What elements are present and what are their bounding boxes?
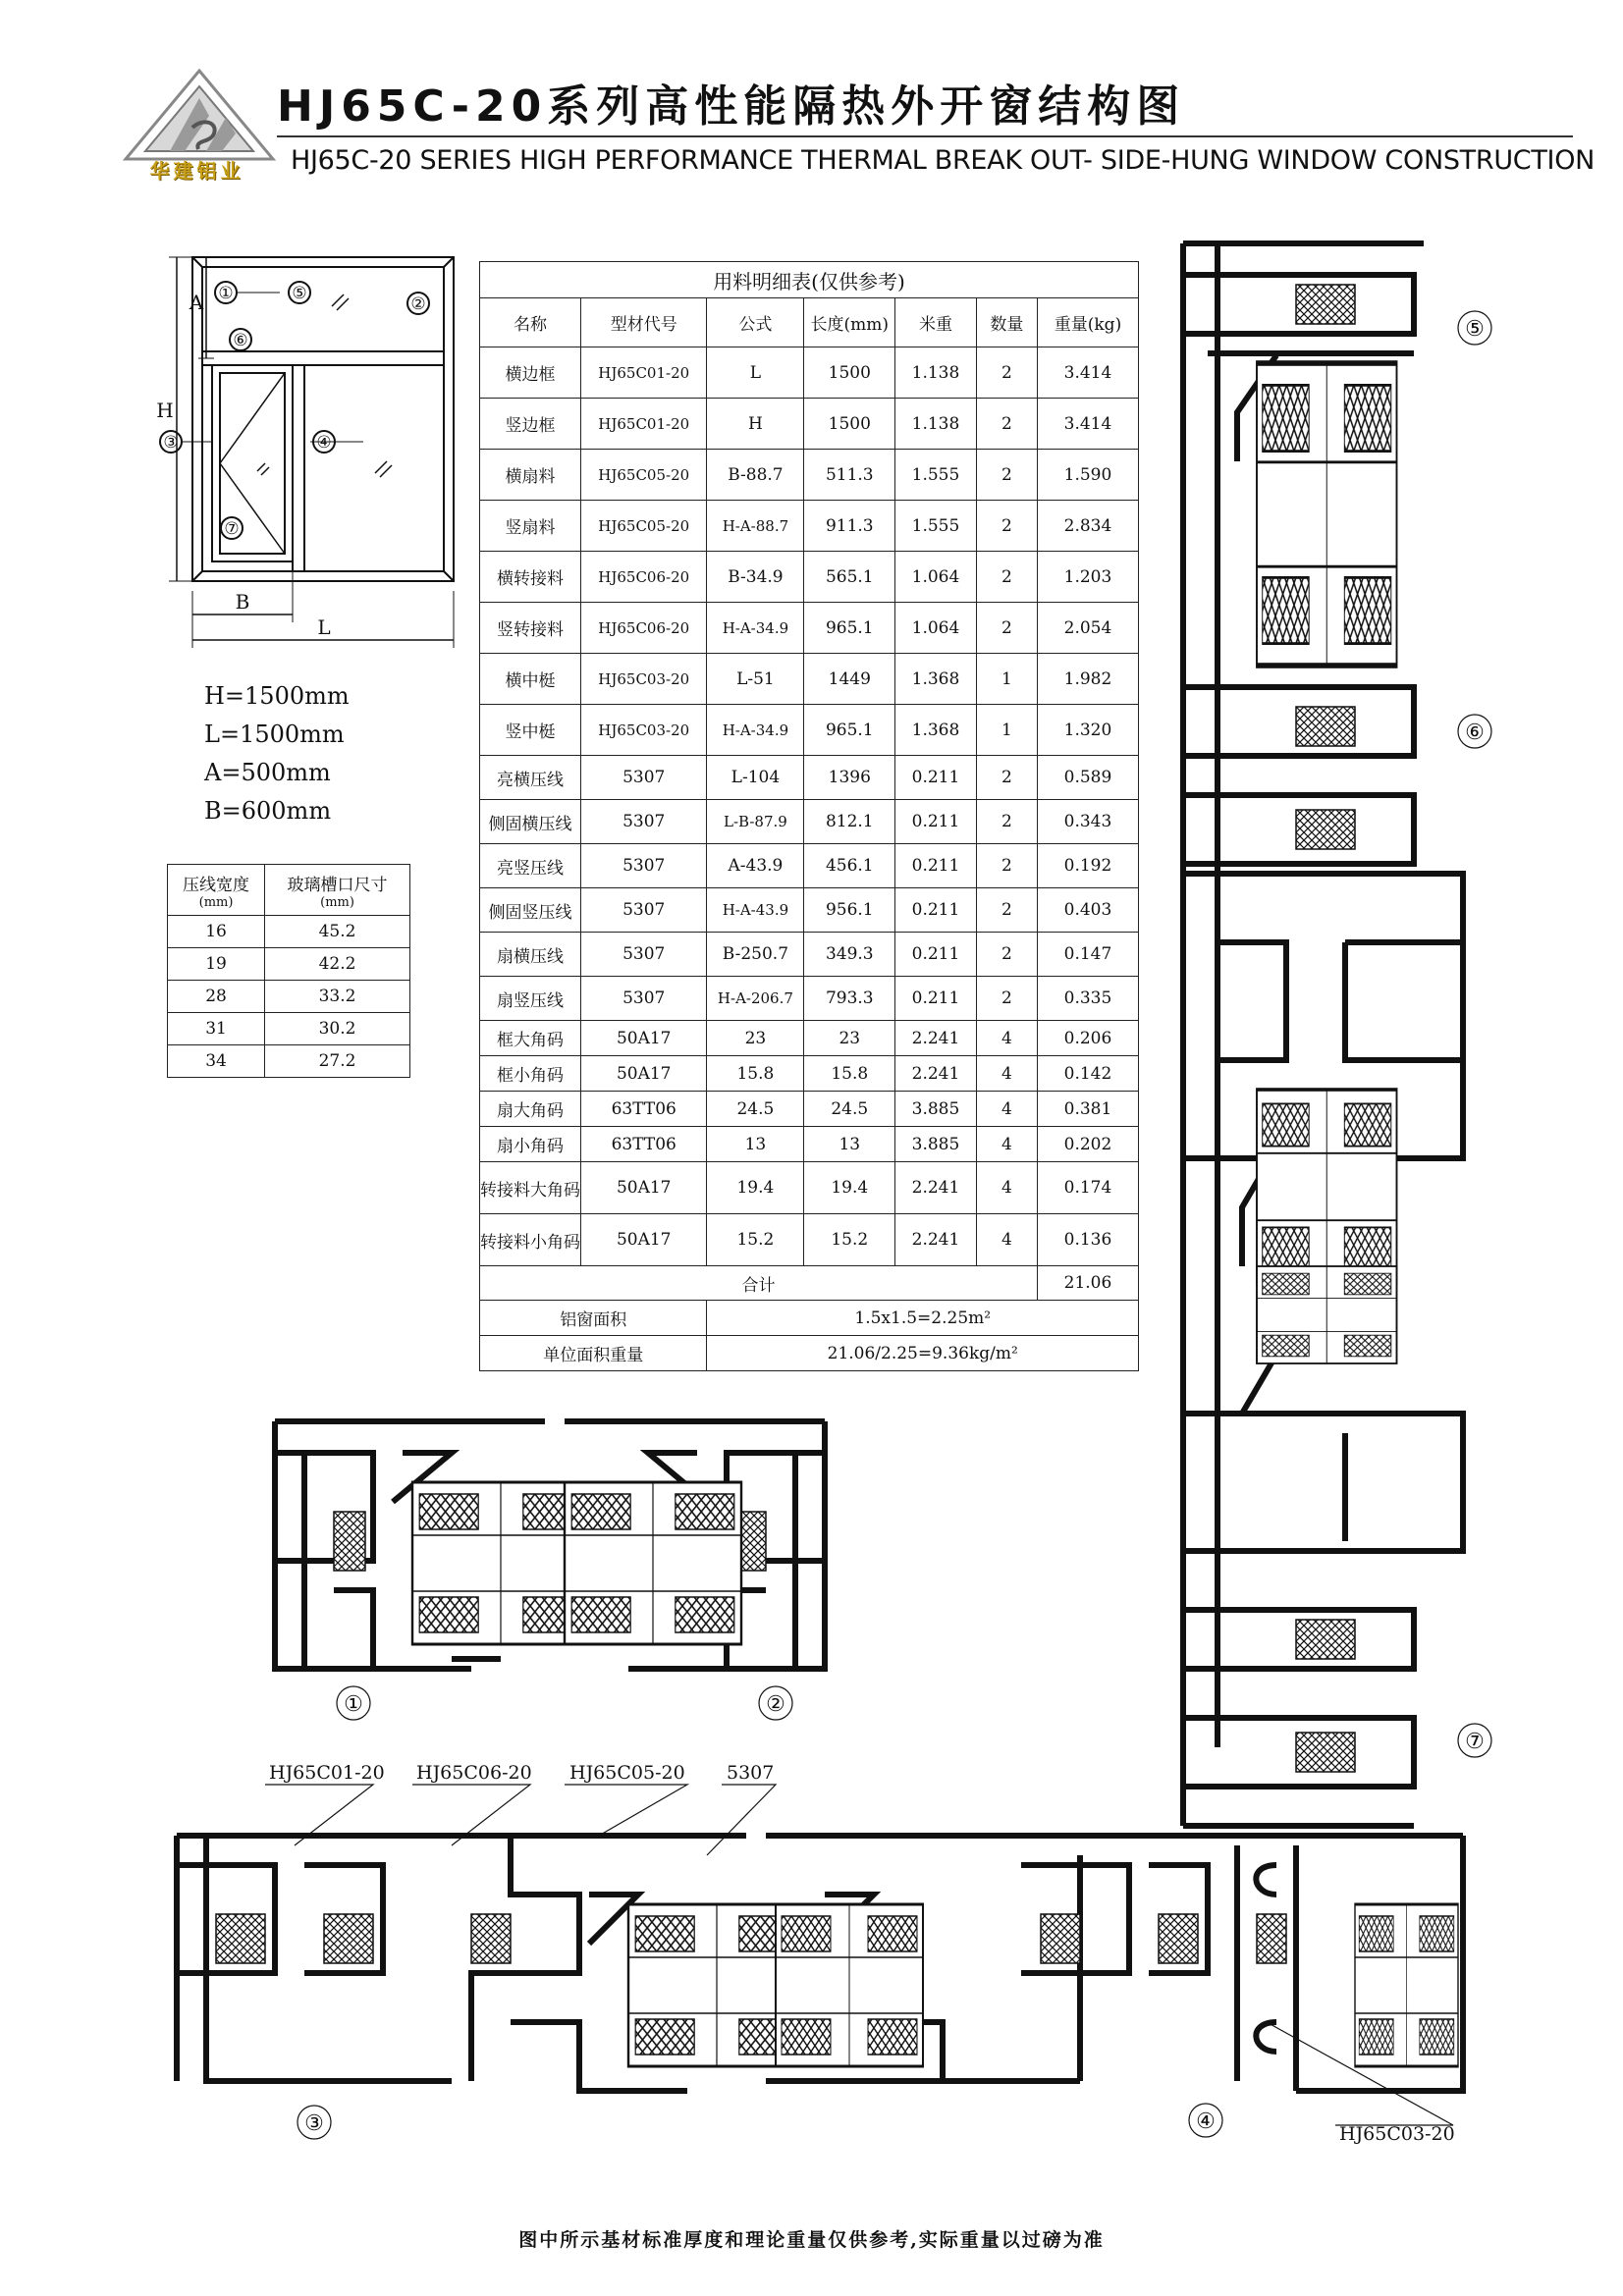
column-header: 名称	[480, 298, 581, 347]
table-cell: 30.2	[265, 1013, 410, 1045]
table-row	[480, 756, 1139, 800]
section-marker-6: ⑥	[1465, 721, 1485, 745]
table-cell: 24.5	[804, 1092, 895, 1127]
table-cell: 2	[976, 800, 1037, 844]
marker-5: ⑤	[292, 284, 307, 303]
table-cell: 0.202	[1037, 1127, 1138, 1162]
table-cell: 911.3	[804, 501, 895, 552]
table-cell: 456.1	[804, 844, 895, 888]
table-row	[480, 654, 1139, 705]
table-cell: L-B-87.9	[707, 800, 804, 844]
total-label: 合计	[480, 1266, 1038, 1301]
table-cell: HJ65C01-20	[580, 347, 706, 399]
table-cell: 2.834	[1037, 501, 1138, 552]
column-header: 米重	[895, 298, 977, 347]
table-cell: 2	[976, 888, 1037, 933]
table-cell: 框小角码	[480, 1056, 581, 1092]
section-marker-2: ②	[766, 1692, 785, 1717]
table-cell: H-A-206.7	[707, 977, 804, 1021]
glass-table-header: 压线宽度 (mm)	[168, 865, 265, 916]
table-cell: 5307	[580, 977, 706, 1021]
column-header: 型材代号	[580, 298, 706, 347]
table-cell: 1500	[804, 399, 895, 450]
table-row	[480, 800, 1139, 844]
table-cell: 23	[707, 1021, 804, 1056]
dim-label-h: H	[156, 399, 174, 422]
table-cell: 2.241	[895, 1214, 977, 1266]
table-cell: 1.368	[895, 705, 977, 756]
table-cell: 1396	[804, 756, 895, 800]
table-cell: 2.054	[1037, 603, 1138, 654]
table-row	[480, 450, 1139, 501]
table-cell: A-43.9	[707, 844, 804, 888]
table-row	[480, 844, 1139, 888]
table-cell: 2	[976, 756, 1037, 800]
table-cell: 侧固竖压线	[480, 888, 581, 933]
column-header: 数量	[976, 298, 1037, 347]
table-cell: 5307	[580, 800, 706, 844]
table-cell: 4	[976, 1021, 1037, 1056]
table-cell: 23	[804, 1021, 895, 1056]
page-title: HJ65C-20系列高性能隔热外开窗结构图	[277, 81, 1186, 132]
table-row	[480, 1092, 1139, 1127]
table-cell: 2	[976, 933, 1037, 977]
table-row	[480, 399, 1139, 450]
table-cell: 812.1	[804, 800, 895, 844]
table-cell: 2	[976, 977, 1037, 1021]
table-cell: 1.064	[895, 552, 977, 603]
table-cell: 33.2	[265, 981, 410, 1013]
area-value: 1.5x1.5=2.25m²	[707, 1301, 1139, 1336]
table-cell: B-88.7	[707, 450, 804, 501]
table-cell: 0.211	[895, 844, 977, 888]
table-cell: 1.555	[895, 501, 977, 552]
material-table-title: 用料明细表(仅供参考)	[480, 262, 1139, 298]
table-cell: 0.147	[1037, 933, 1138, 977]
window-elevation-diagram	[108, 245, 481, 658]
table-row	[480, 1127, 1139, 1162]
table-cell: L	[707, 347, 804, 399]
table-cell: 4	[976, 1092, 1037, 1127]
table-cell: 4	[976, 1127, 1037, 1162]
table-cell: 0.403	[1037, 888, 1138, 933]
callout-5307: 5307	[727, 1762, 775, 1784]
dim-b: B=600mm	[204, 797, 332, 825]
table-cell: 349.3	[804, 933, 895, 977]
table-cell: 0.174	[1037, 1162, 1138, 1214]
table-row	[480, 888, 1139, 933]
callout-hj65c03: HJ65C03-20	[1339, 2123, 1455, 2145]
table-cell: 793.3	[804, 977, 895, 1021]
callout-hj65c06: HJ65C06-20	[416, 1762, 532, 1784]
table-cell: 1.368	[895, 654, 977, 705]
table-cell: 1500	[804, 347, 895, 399]
table-cell: B-34.9	[707, 552, 804, 603]
table-cell: 34	[168, 1045, 265, 1078]
section-marker-7: ⑦	[1465, 1730, 1485, 1754]
table-cell: 0.192	[1037, 844, 1138, 888]
table-cell: 2	[976, 603, 1037, 654]
table-cell: 0.211	[895, 888, 977, 933]
table-cell: 2	[976, 552, 1037, 603]
table-cell: 24.5	[707, 1092, 804, 1127]
table-cell: 63TT06	[580, 1127, 706, 1162]
table-cell: 16	[168, 916, 265, 948]
title-divider	[277, 135, 1573, 137]
table-cell: 2	[976, 347, 1037, 399]
table-cell: 3.414	[1037, 399, 1138, 450]
table-cell: 0.136	[1037, 1214, 1138, 1266]
table-cell: 3.885	[895, 1092, 977, 1127]
table-cell: HJ65C05-20	[580, 501, 706, 552]
table-cell: HJ65C01-20	[580, 399, 706, 450]
table-cell: 横扇料	[480, 450, 581, 501]
table-cell: 1.138	[895, 399, 977, 450]
table-cell: 1	[976, 654, 1037, 705]
marker-2: ②	[410, 294, 426, 314]
table-row	[168, 1045, 410, 1078]
table-cell: 31	[168, 1013, 265, 1045]
table-cell: 50A17	[580, 1056, 706, 1092]
table-cell: L-51	[707, 654, 804, 705]
table-cell: HJ65C06-20	[580, 603, 706, 654]
section-marker-1: ①	[344, 1692, 363, 1717]
table-cell: 0.335	[1037, 977, 1138, 1021]
table-cell: 13	[707, 1127, 804, 1162]
table-cell: 转接料小角码	[480, 1214, 581, 1266]
table-cell: 2.241	[895, 1021, 977, 1056]
table-cell: 28	[168, 981, 265, 1013]
marker-7: ⑦	[224, 519, 240, 539]
column-header: 公式	[707, 298, 804, 347]
table-cell: B-250.7	[707, 933, 804, 977]
footnote: 图中所示基材标准厚度和理论重量仅供参考,实际重量以过磅为准	[518, 2229, 1105, 2251]
table-cell: 2	[976, 844, 1037, 888]
table-cell: H-A-88.7	[707, 501, 804, 552]
dimension-list	[204, 677, 350, 830]
column-header: 长度(mm)	[804, 298, 895, 347]
table-cell: 19.4	[804, 1162, 895, 1214]
dim-label-a: A	[189, 291, 204, 314]
table-cell: 竖扇料	[480, 501, 581, 552]
table-cell: 3.414	[1037, 347, 1138, 399]
table-cell: 50A17	[580, 1021, 706, 1056]
table-cell: 15.8	[804, 1056, 895, 1092]
table-cell: 965.1	[804, 603, 895, 654]
table-cell: 扇竖压线	[480, 977, 581, 1021]
unit-weight-value: 21.06/2.25=9.36kg/m²	[707, 1336, 1139, 1371]
table-cell: 0.211	[895, 933, 977, 977]
table-cell: 0.589	[1037, 756, 1138, 800]
table-cell: 45.2	[265, 916, 410, 948]
total-value: 21.06	[1037, 1266, 1138, 1301]
table-row	[168, 981, 410, 1013]
table-row	[480, 705, 1139, 756]
table-row	[480, 1214, 1139, 1266]
section-marker-4: ④	[1196, 2109, 1216, 2134]
table-cell: 亮竖压线	[480, 844, 581, 888]
section-marker-5: ⑤	[1465, 317, 1485, 342]
table-cell: 转接料大角码	[480, 1162, 581, 1214]
table-cell: 横边框	[480, 347, 581, 399]
dim-h: H=1500mm	[204, 682, 350, 710]
table-cell: 竖边框	[480, 399, 581, 450]
area-label: 铝窗面积	[480, 1301, 707, 1336]
dim-l: L=1500mm	[204, 721, 345, 748]
table-cell: 15.2	[804, 1214, 895, 1266]
table-cell: 0.211	[895, 756, 977, 800]
table-cell: 5307	[580, 756, 706, 800]
column-header: 重量(kg)	[1037, 298, 1138, 347]
table-cell: 50A17	[580, 1162, 706, 1214]
table-row	[480, 1056, 1139, 1092]
table-cell: 4	[976, 1214, 1037, 1266]
section-marker-3: ③	[304, 2111, 324, 2136]
marker-3: ③	[163, 433, 179, 453]
marker-4: ④	[316, 433, 332, 453]
table-cell: 3.885	[895, 1127, 977, 1162]
page-subtitle: HJ65C-20 SERIES HIGH PERFORMANCE THERMAL BREAK OUT- SIDE-HUNG WINDOW CONSTRUCTION	[291, 145, 1596, 176]
table-row	[168, 916, 410, 948]
table-cell: 2	[976, 501, 1037, 552]
callout-hj65c05: HJ65C05-20	[569, 1762, 685, 1784]
table-cell: 竖中梃	[480, 705, 581, 756]
unit-weight-label: 单位面积重量	[480, 1336, 707, 1371]
material-list-table	[479, 261, 1139, 1371]
table-cell: 965.1	[804, 705, 895, 756]
table-cell: HJ65C06-20	[580, 552, 706, 603]
table-cell: 565.1	[804, 552, 895, 603]
table-cell: 1.064	[895, 603, 977, 654]
dim-label-l: L	[317, 615, 331, 639]
table-cell: HJ65C05-20	[580, 450, 706, 501]
brand-name: 华建铝业	[149, 159, 244, 183]
table-cell: 2.241	[895, 1056, 977, 1092]
glass-table-header: 玻璃槽口尺寸 (mm)	[265, 865, 410, 916]
table-cell: 5307	[580, 844, 706, 888]
table-cell: 1	[976, 705, 1037, 756]
table-cell: 框大角码	[480, 1021, 581, 1056]
table-cell: 13	[804, 1127, 895, 1162]
table-cell: 19.4	[707, 1162, 804, 1214]
table-cell: 5307	[580, 888, 706, 933]
table-row	[480, 603, 1139, 654]
table-cell: 扇大角码	[480, 1092, 581, 1127]
table-cell: HJ65C03-20	[580, 654, 706, 705]
table-cell: 15.2	[707, 1214, 804, 1266]
table-cell: 15.8	[707, 1056, 804, 1092]
table-cell: 1.138	[895, 347, 977, 399]
table-cell: 横转接料	[480, 552, 581, 603]
table-row	[480, 933, 1139, 977]
table-row	[168, 1013, 410, 1045]
marker-1: ①	[218, 284, 234, 303]
table-cell: H-A-34.9	[707, 603, 804, 654]
table-row	[480, 1162, 1139, 1214]
table-cell: 2.241	[895, 1162, 977, 1214]
table-cell: 511.3	[804, 450, 895, 501]
table-cell: 4	[976, 1162, 1037, 1214]
table-cell: 0.343	[1037, 800, 1138, 844]
dim-label-b: B	[235, 590, 250, 614]
table-cell: 1.590	[1037, 450, 1138, 501]
table-cell: 0.142	[1037, 1056, 1138, 1092]
table-row	[168, 948, 410, 981]
table-cell: 扇横压线	[480, 933, 581, 977]
table-cell: 42.2	[265, 948, 410, 981]
table-cell: 0.211	[895, 800, 977, 844]
table-cell: 1.982	[1037, 654, 1138, 705]
table-cell: 5307	[580, 933, 706, 977]
table-cell: 1449	[804, 654, 895, 705]
glass-slot-table	[167, 864, 410, 1078]
table-cell: 4	[976, 1056, 1037, 1092]
table-cell: 19	[168, 948, 265, 981]
table-cell: 2	[976, 399, 1037, 450]
table-cell: H-A-43.9	[707, 888, 804, 933]
table-row	[480, 347, 1139, 399]
marker-6: ⑥	[233, 331, 248, 350]
table-cell: 27.2	[265, 1045, 410, 1078]
dim-a: A=500mm	[204, 759, 331, 786]
table-cell: 亮横压线	[480, 756, 581, 800]
table-cell: 扇小角码	[480, 1127, 581, 1162]
table-cell: 0.206	[1037, 1021, 1138, 1056]
table-row	[480, 977, 1139, 1021]
table-cell: L-104	[707, 756, 804, 800]
callout-hj65c01: HJ65C01-20	[269, 1762, 385, 1784]
table-cell: H	[707, 399, 804, 450]
table-cell: 1.320	[1037, 705, 1138, 756]
table-cell: 956.1	[804, 888, 895, 933]
table-cell: 竖转接料	[480, 603, 581, 654]
table-row	[480, 1021, 1139, 1056]
table-cell: 侧固横压线	[480, 800, 581, 844]
table-cell: HJ65C03-20	[580, 705, 706, 756]
table-cell: 50A17	[580, 1214, 706, 1266]
table-row	[480, 552, 1139, 603]
table-cell: 横中梃	[480, 654, 581, 705]
table-cell: 0.381	[1037, 1092, 1138, 1127]
table-cell: 1.555	[895, 450, 977, 501]
table-cell: 2	[976, 450, 1037, 501]
table-row	[480, 501, 1139, 552]
table-cell: 1.203	[1037, 552, 1138, 603]
table-cell: 0.211	[895, 977, 977, 1021]
table-cell: 63TT06	[580, 1092, 706, 1127]
table-cell: H-A-34.9	[707, 705, 804, 756]
